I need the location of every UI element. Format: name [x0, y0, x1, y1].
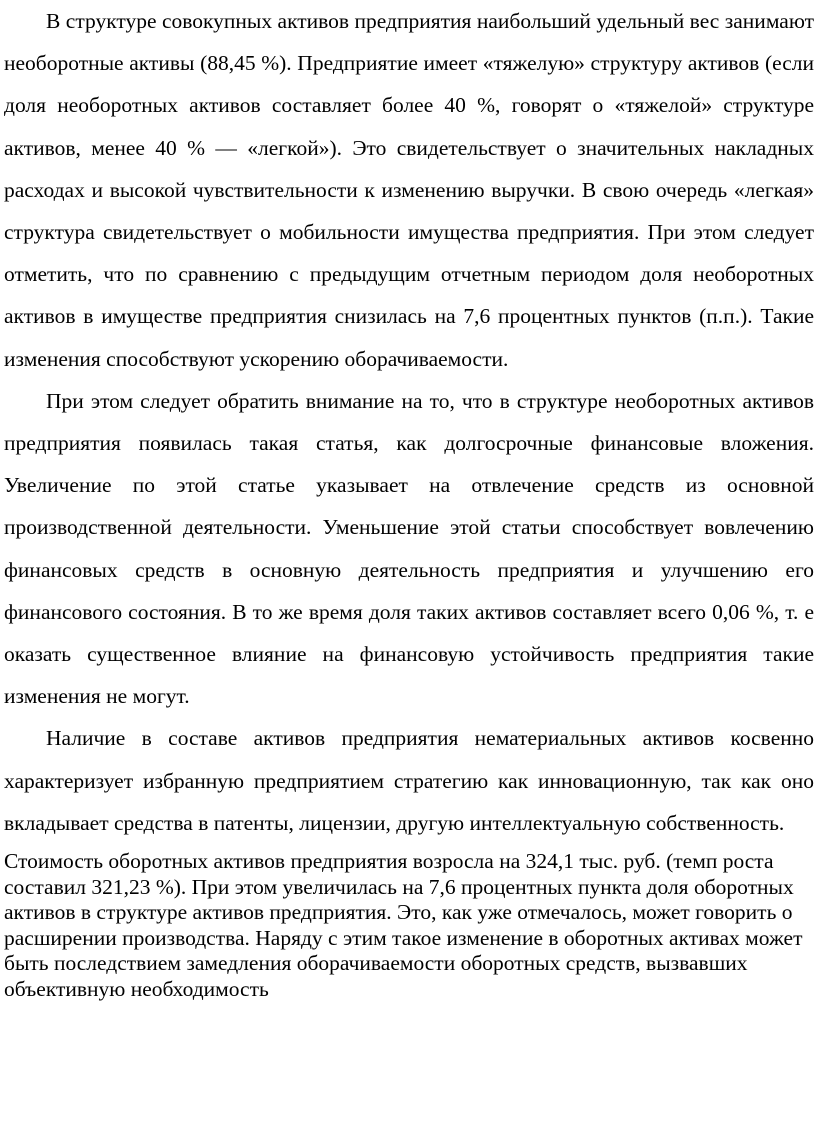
paragraph-4: Стоимость оборотных активов предприятия возросла на 324,1 тыс. руб. (темп роста составил 321,23 %). При этом увеличилась на 7,6 процентных пункта доля оборотных активов в структуре активов предприятия. Это, как уже отмечалось, может говорить о расширении производства. Наряду с этим такое изменение в оборотных активах может быть последствием замедления оборачиваемости оборотных средств, вызвавших объективную необходимость: [4, 849, 803, 1001]
paragraph-1: В структуре совокупных активов предприятия наибольший удельный вес занимают необоротные активы (88,45 %). Предприятие имеет «тяжелую» структуру активов (если доля необоротных активов составляет более 40 %, говорят о «тяжелой» структуре активов, менее 40 % — «легкой»). Это свидетельствует о значительных накладных расходах и высокой чувствительности к изменению выручки. В свою очередь «легкая» структура свидетельствует о мобильности имущества предприятия. При этом следует отметить, что по сравнению с предыдущим отчетным периодом доля необоротных активов в имуществе предприятия снизилась на 7,6 процентных пунктов (п.п.). Такие изменения способствуют ускорению оборачиваемости.: [4, 9, 814, 371]
paragraph-3: Наличие в составе активов предприятия нематериальных активов косвенно характеризует избранную предприятием стратегию как инновационную, так как оно вкладывает средства в патенты, лицензии, другую интеллектуальную собственность.: [4, 726, 814, 835]
paragraph-2: При этом следует обратить внимание на то, что в структуре необоротных активов предприятия появилась такая статья, как долгосрочные финансовые вложения. Увеличение по этой статье указывает на отвлечение средств из основной производственной деятельности. Уменьшение этой статьи способствует вовлечению финансовых средств в основную деятельность предприятия и улучшению его финансового состояния. В то же время доля таких активов составляет всего 0,06 %, т. е оказать существенное влияние на финансовую устойчивость предприятия такие изменения не могут.: [4, 388, 814, 709]
